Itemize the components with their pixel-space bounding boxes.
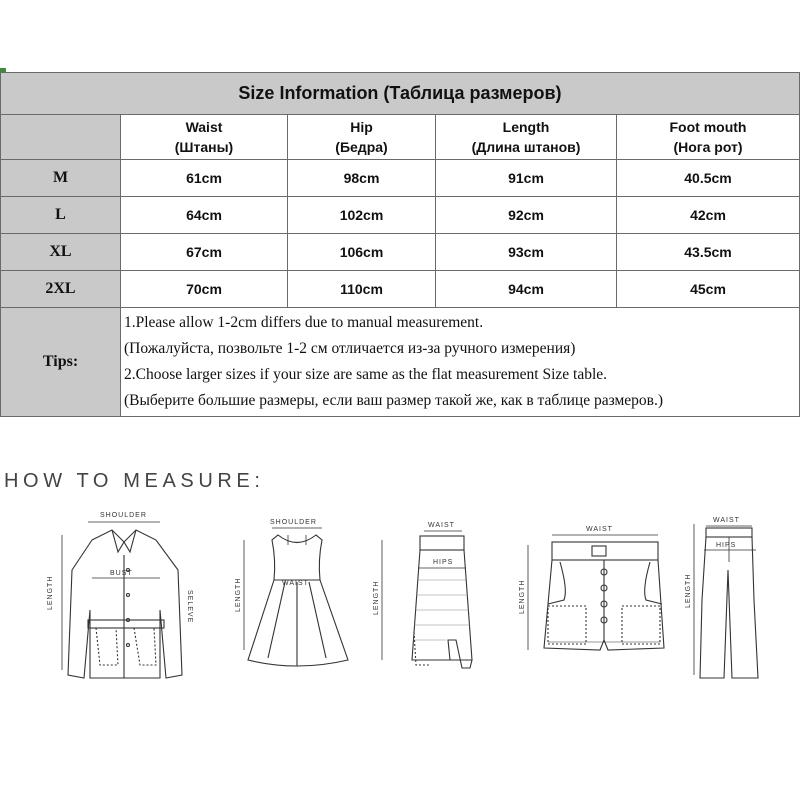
- cell-foot-mouth: 40.5cm: [617, 160, 800, 197]
- dim-length: LENGTH: [685, 573, 692, 608]
- dress-diagram: [235, 519, 348, 666]
- cell-length: 92cm: [436, 197, 617, 234]
- header-foot-mouth: Foot mouth (Нога рот): [617, 115, 800, 160]
- size-label: M: [1, 160, 121, 197]
- cell-foot-mouth: 45cm: [617, 271, 800, 308]
- cell-hip: 98cm: [288, 160, 436, 197]
- tip-line: (Выберите большие размеры, если ваш размер такой же, как в таблице размеров.): [124, 392, 664, 409]
- dim-length: LENGTH: [373, 580, 380, 615]
- size-label: XL: [1, 234, 121, 271]
- tips-label: Tips:: [1, 308, 121, 417]
- trousers-diagram: [685, 517, 758, 678]
- dim-waist: WAIST: [282, 580, 309, 587]
- dim-waist: WAIST: [428, 522, 455, 529]
- dim-hips: HIPS: [716, 542, 737, 549]
- header-hip: Hip (Бедра): [288, 115, 436, 160]
- skirt-diagram: [373, 522, 472, 668]
- cell-waist: 64cm: [121, 197, 288, 234]
- tip-line: 1.Please allow 1-2cm differs due to manual measurement.: [124, 314, 484, 331]
- cell-foot-mouth: 43.5cm: [617, 234, 800, 271]
- dim-length: LENGTH: [235, 577, 242, 612]
- header-row: [1, 115, 800, 160]
- dim-shoulder: SHOULDER: [100, 512, 147, 519]
- jacket-diagram: [47, 512, 193, 678]
- cell-length: 93cm: [436, 234, 617, 271]
- cell-foot-mouth: 42cm: [617, 197, 800, 234]
- tip-line: (Пожалуйста, позвольте 1-2 см отличается из-за ручного измерения): [124, 340, 576, 357]
- table-row: [1, 160, 800, 197]
- how-to-measure-title: HOW TO MEASURE:: [4, 470, 265, 492]
- dim-waist: WAIST: [586, 526, 613, 533]
- cell-length: 94cm: [436, 271, 617, 308]
- dim-hips: HIPS: [433, 559, 454, 566]
- tips-row: [1, 308, 800, 417]
- table-row: [1, 271, 800, 308]
- shorts-diagram: [519, 526, 664, 650]
- dim-length: LENGTH: [519, 579, 526, 614]
- dim-waist: WAIST: [713, 517, 740, 524]
- cell-hip: 106cm: [288, 234, 436, 271]
- measurement-diagrams: [0, 500, 800, 700]
- dim-bust: BUST: [110, 570, 133, 577]
- dim-shoulder: SHOULDER: [270, 519, 317, 526]
- size-table: [0, 72, 800, 417]
- table-row: [1, 234, 800, 271]
- size-label: L: [1, 197, 121, 234]
- dim-sleeve: SELEVE: [186, 590, 193, 624]
- dim-length: LENGTH: [47, 575, 54, 610]
- header-waist: Waist (Штаны): [121, 115, 288, 160]
- cell-length: 91cm: [436, 160, 617, 197]
- table-row: [1, 197, 800, 234]
- header-length: Length (Длина штанов): [436, 115, 617, 160]
- tip-line: 2.Choose larger sizes if your size are same as the flat measurement Size table.: [124, 366, 608, 383]
- size-label: 2XL: [1, 271, 121, 308]
- tips-text: [121, 308, 800, 417]
- table-title: Size Information (Таблица размеров): [1, 73, 800, 115]
- cell-hip: 102cm: [288, 197, 436, 234]
- cell-hip: 110cm: [288, 271, 436, 308]
- cell-waist: 70cm: [121, 271, 288, 308]
- header-corner: [1, 115, 121, 160]
- cell-waist: 67cm: [121, 234, 288, 271]
- cell-waist: 61cm: [121, 160, 288, 197]
